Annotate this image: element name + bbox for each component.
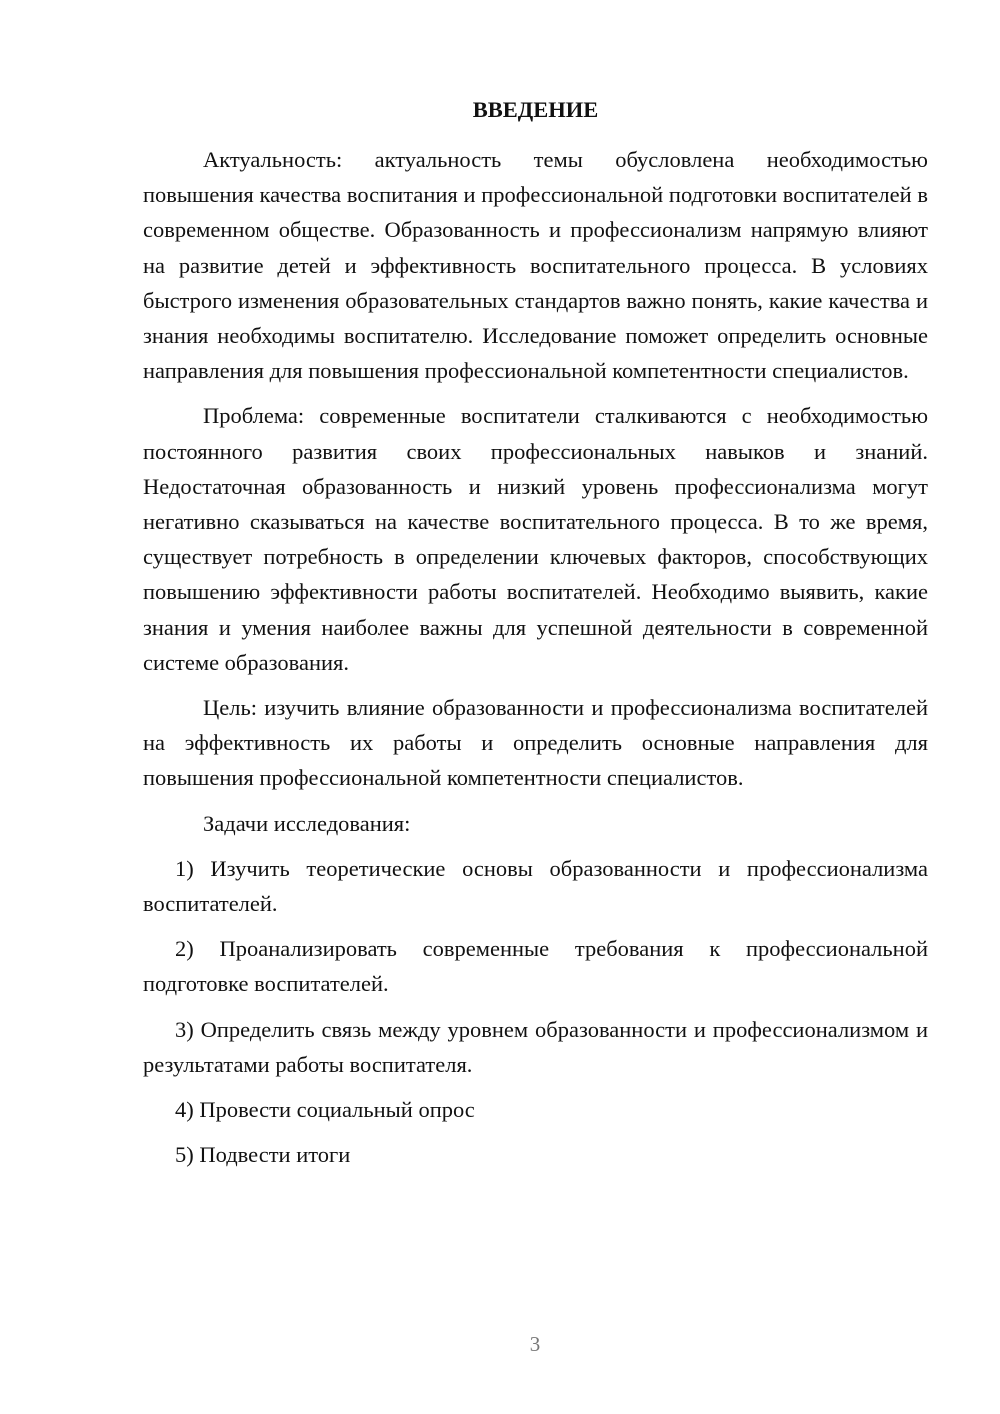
document-page: [143, 90, 928, 1172]
task-item: 5) Подвести итоги: [175, 1142, 351, 1168]
task-item: 2) Проанализировать современные требования к профессиональной подготовке воспитателей.: [143, 936, 928, 997]
paragraph-problem: Проблема: современные воспитатели сталкиваются с необходимостью постоянного развития своих профессиональных навыков и знаний. Недостаточная образованность и низкий уровень профессионализма могут негативно сказываться на качестве воспитательного процесса. В то же время, существует потребность в определении ключевых факторов, способствующих повышению эффективности работы воспитателей. Необходимо выявить, какие знания и умения наиболее важны для успешной деятельности в современной системе образования.: [143, 403, 928, 675]
page-number: 3: [529, 1332, 541, 1356]
task-item: 1) Изучить теоретические основы образованности и профессионализма воспитателей.: [143, 855, 928, 917]
paragraph-goal: Цель: изучить влияние образованности и профессионализма воспитателей на эффективность их работы и определить основные направления для повышения профессиональной компетентности специалистов.: [143, 695, 928, 791]
paragraph-relevance: Актуальность: актуальность темы обусловлена необходимостью повышения качества воспитания и профессиональной подготовки воспитателей в современном обществе. Образованность и профессионализм напрямую влияют на развитие детей и эффективность воспитательного процесса. В условиях быстрого изменения образовательных стандартов важно понять, какие качества и знания необходимы воспитателю. Исследование поможет определить основные направления для повышения профессиональной компетентности специалистов.: [143, 147, 928, 384]
task-item: 4) Провести социальный опрос: [175, 1097, 475, 1123]
task-item: 3) Определить связь между уровнем образованности и профессионализмом и результатами работы воспитателя.: [143, 1016, 928, 1077]
document-title: ВВЕДЕНИЕ: [472, 97, 599, 122]
tasks-heading: Задачи исследования:: [203, 810, 411, 836]
